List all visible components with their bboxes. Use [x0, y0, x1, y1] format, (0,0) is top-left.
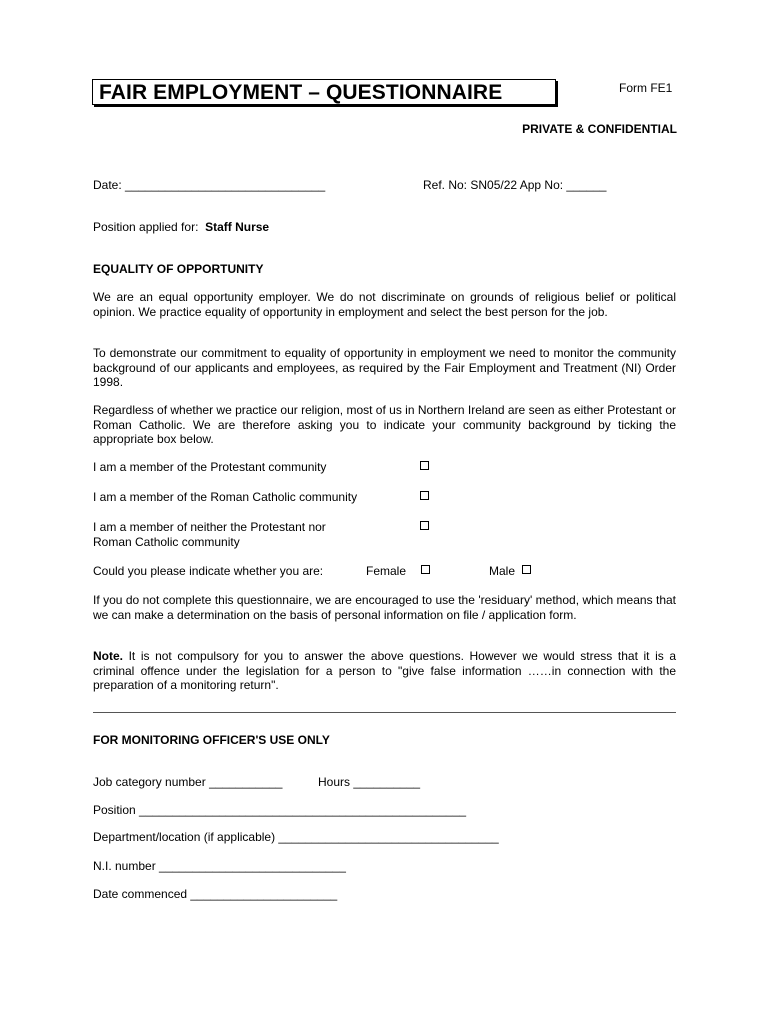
- equality-paragraph-2: To demonstrate our commitment to equality of opportunity in employment we need to monitor the community background of our applicants and employees, as required by the Fair Employment and Treatment (NI) Order 1998.: [93, 346, 676, 389]
- option-protestant-label: I am a member of the Protestant community: [93, 460, 327, 474]
- confidential-label: PRIVATE & CONFIDENTIAL: [522, 122, 677, 136]
- option-catholic-label: I am a member of the Roman Catholic community: [93, 490, 358, 504]
- note-label: Note.: [93, 649, 123, 663]
- date-commenced-field[interactable]: Date commenced ______________________: [93, 887, 338, 901]
- hours-field[interactable]: Hours __________: [318, 775, 421, 789]
- position-label: Position applied for:: [93, 220, 199, 234]
- option-neither-label-line1: I am a member of neither the Protestant nor: [93, 520, 326, 534]
- equality-paragraph-1: We are an equal opportunity employer. We do not discriminate on grounds of religious belief or political opinion. We practice equality of opportunity in employment and select the best person for the job.: [93, 290, 676, 319]
- note-text: It is not compulsory for you to answer the above questions. However we would stress that it is a criminal offence under the legislation for a person to "give false information ……in connection with the preparation of a monitoring return".: [93, 649, 676, 692]
- position-applied: [93, 220, 269, 235]
- equality-heading: EQUALITY OF OPPORTUNITY: [93, 262, 264, 276]
- gender-question: Could you please indicate whether you are:: [93, 564, 324, 578]
- page-title: FAIR EMPLOYMENT – QUESTIONNAIRE: [99, 81, 503, 104]
- neither-checkbox[interactable]: [420, 521, 429, 530]
- female-checkbox[interactable]: [421, 565, 430, 574]
- department-field[interactable]: Department/location (if applicable) _________________________________: [93, 830, 499, 844]
- catholic-checkbox[interactable]: [420, 491, 429, 500]
- section-divider: [93, 712, 676, 713]
- residuary-paragraph: If you do not complete this questionnaire, we are encouraged to use the 'residuary' method, which means that we can make a determination on the basis of personal information on file / application form.: [93, 593, 676, 622]
- female-label: Female: [366, 564, 407, 578]
- date-field[interactable]: Date: ______________________________: [93, 178, 326, 192]
- job-category-field[interactable]: Job category number ___________: [93, 775, 283, 789]
- protestant-checkbox[interactable]: [420, 461, 429, 470]
- form-number: Form FE1: [619, 81, 673, 95]
- position-value: Staff Nurse: [205, 220, 270, 234]
- position-field[interactable]: Position _________________________________________________: [93, 803, 467, 817]
- equality-paragraph-3: Regardless of whether we practice our religion, most of us in Northern Ireland are seen as either Protestant or Roman Catholic. We are therefore asking you to indicate your community background by ticking the appropriate box below.: [93, 403, 676, 446]
- male-label: Male: [489, 564, 516, 578]
- ni-number-field[interactable]: N.I. number ____________________________: [93, 859, 346, 873]
- male-checkbox[interactable]: [522, 565, 531, 574]
- option-neither-label-line2: Roman Catholic community: [93, 535, 240, 549]
- reference-number: Ref. No: SN05/22 App No: ______: [423, 178, 607, 192]
- monitoring-heading: FOR MONITORING OFFICER'S USE ONLY: [93, 733, 330, 747]
- note-paragraph: [93, 649, 676, 693]
